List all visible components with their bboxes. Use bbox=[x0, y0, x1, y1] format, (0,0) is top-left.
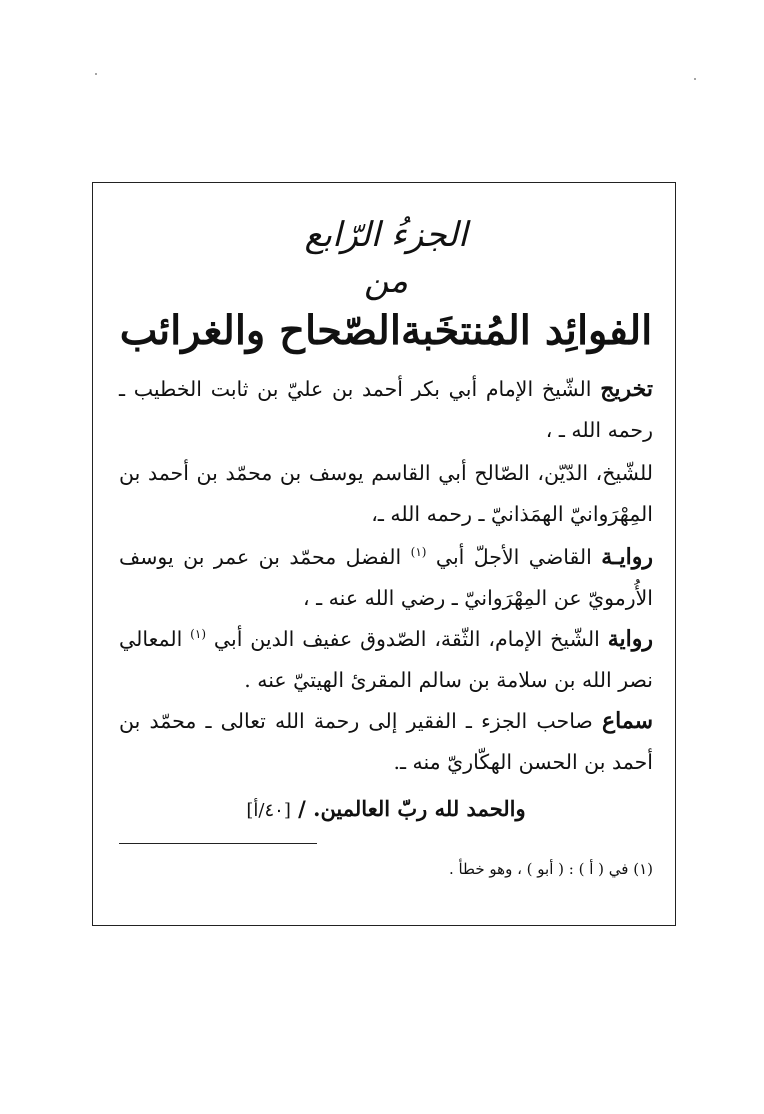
paragraph-text: صاحب الجزء ـ الفقير إلى رحمة الله تعالى ـ محمّد بن أحمد بن الحسن الهكّاريّ منه ـ. bbox=[119, 709, 653, 774]
paragraph-riwaya-1 bbox=[119, 537, 653, 619]
paragraph-samaa bbox=[119, 701, 653, 783]
footnote: (١) في ( أ ) : ( أبو ) ، وهو خطأ . bbox=[448, 860, 653, 878]
page-frame bbox=[92, 182, 676, 926]
title-connector: من bbox=[363, 261, 409, 301]
paragraph-text: الفضل محمّد بن عمر بن يوسف الأُرمويّ عن المِهْرَوانيّ ـ رضي الله عنه ـ ، bbox=[119, 545, 653, 610]
scan-speck bbox=[694, 78, 696, 80]
closing-line bbox=[119, 789, 653, 831]
paragraph-lead: تخريج bbox=[600, 376, 653, 402]
book-title: الفوائِد المُنتخَبةالصّحاح والغرائب bbox=[119, 307, 653, 354]
paragraph-text: القاضي الأجلّ أبي bbox=[426, 545, 602, 569]
folio-reference: [٤٠/أ] bbox=[246, 800, 291, 821]
paragraph-shaykh bbox=[119, 453, 653, 535]
paragraph-text: المعالي نصر الله بن سلامة بن سالم المقرئ الهيتيّ عنه . bbox=[119, 627, 653, 692]
paragraph-text: الشّيخ الإمام، الثّقة، الصّدوق عفيف الدين أبي bbox=[206, 627, 608, 651]
paragraph-lead: رواية bbox=[607, 626, 653, 652]
part-title: الجزءُ الرّابع bbox=[304, 215, 468, 255]
footnote-divider bbox=[119, 843, 317, 844]
closing-text: والحمد لله ربّ العالمين. / bbox=[298, 796, 526, 821]
paragraph-takhrij bbox=[119, 369, 653, 451]
footnote-marker: (١) bbox=[410, 545, 427, 560]
paragraph-text: الشّيخ الإمام أبي بكر أحمد بن عليّ بن ثابت الخطيب ـ رحمه الله ـ ، bbox=[119, 377, 653, 442]
scan-speck bbox=[95, 73, 97, 75]
paragraph-text: للشّيخ، الدّيّن، الصّالح أبي القاسم يوسف بن محمّد بن أحمد بن المِهْرَوانيّ الهمَذانيّ ـ رحمه الله ـ، bbox=[119, 461, 653, 526]
paragraph-riwaya-2 bbox=[119, 619, 653, 701]
paragraph-lead: روايـة bbox=[601, 544, 653, 570]
paragraph-lead: سماع bbox=[602, 708, 653, 734]
footnote-marker: (١) bbox=[190, 627, 206, 642]
